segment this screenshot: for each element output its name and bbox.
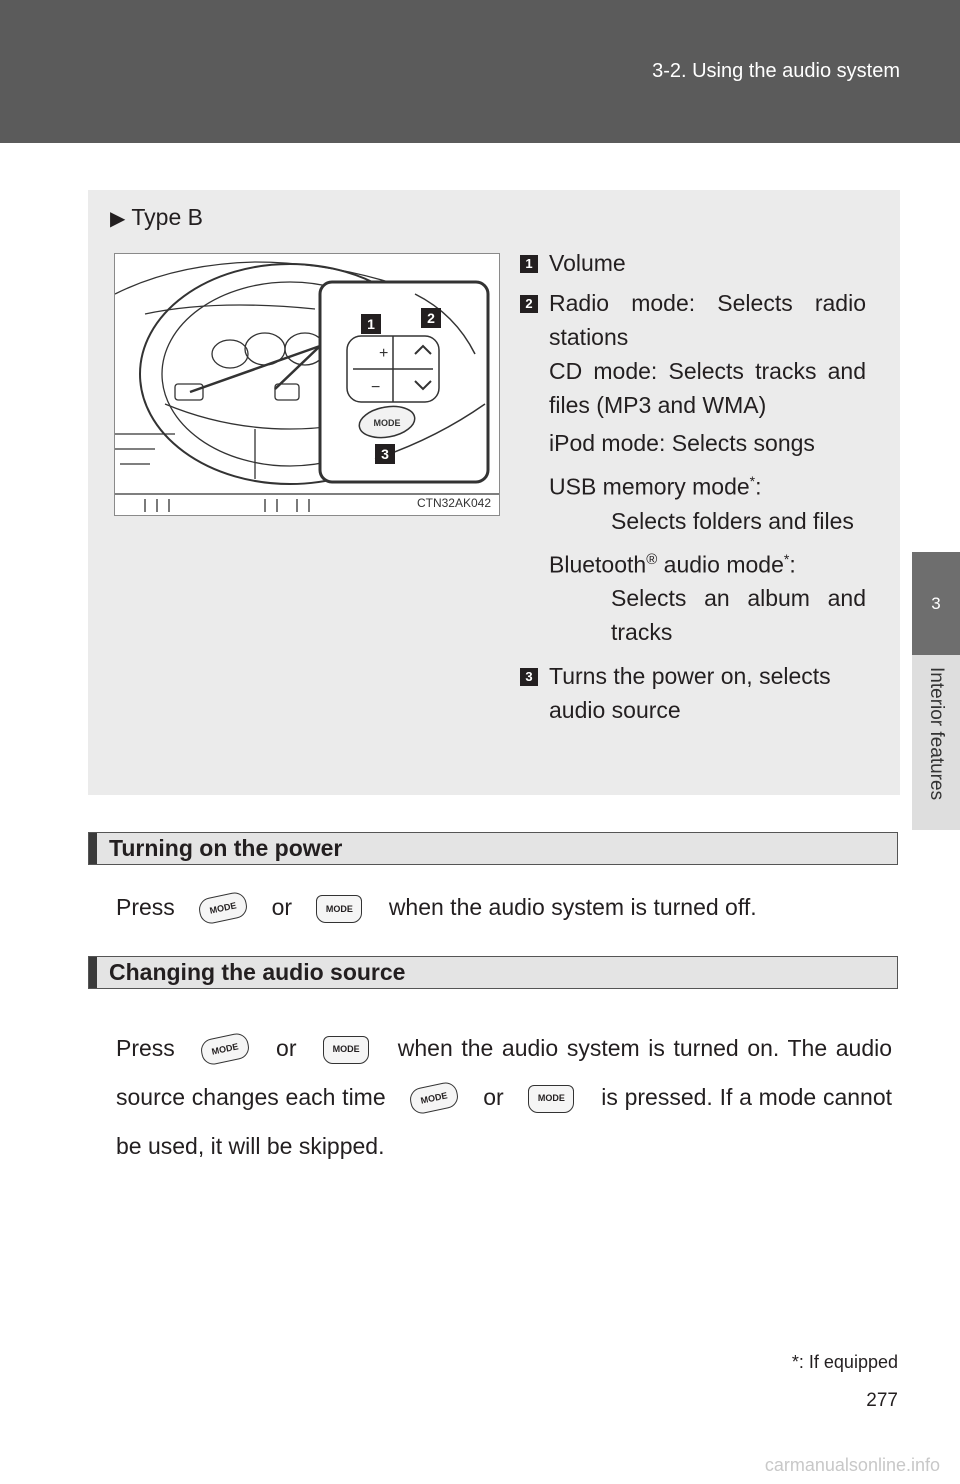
- page-header: [0, 0, 960, 143]
- figure-callout-2: 2: [427, 310, 435, 326]
- svg-text:+: +: [379, 345, 389, 362]
- mode-button-icon-square: [316, 895, 364, 923]
- legend-item-volume: [520, 246, 866, 280]
- paragraph-audio-source: [116, 1024, 892, 1171]
- power-rest-text: when the audio system is turned off.: [388, 894, 757, 920]
- svg-text:−: −: [371, 379, 381, 396]
- footnote: [792, 1352, 898, 1373]
- mode-icon-label: MODE: [208, 900, 238, 916]
- mode-button-icon-round: [199, 895, 247, 923]
- triangle-arrow-icon: ▶: [110, 208, 126, 230]
- usb-label-text: USB memory mode: [549, 473, 750, 500]
- number-badge-3: 3: [520, 668, 538, 686]
- legend-item-select: [520, 286, 866, 649]
- number-badge-2: 2: [520, 295, 538, 313]
- type-label: [110, 204, 203, 231]
- steering-wheel-drawing: [115, 254, 499, 515]
- mode-button-icon-square: [528, 1085, 576, 1113]
- legend-volume-text: Volume: [549, 250, 626, 276]
- press-text: Press: [116, 894, 175, 920]
- steering-wheel-illustration: [114, 253, 500, 516]
- bt-colon: :: [789, 551, 796, 578]
- legend-usb-label: [549, 464, 866, 504]
- mode-icon-label: MODE: [420, 1089, 449, 1106]
- audio-source-text-1: when the audio system is turned on. The audio source changes each time: [116, 1035, 893, 1110]
- chapter-tab-number[interactable]: 3: [912, 552, 960, 655]
- bt-registered-mark: ®: [646, 550, 658, 568]
- legend-usb-desc: Selects folders and files: [611, 507, 854, 534]
- figure-callout-1: 1: [367, 316, 375, 332]
- bt-footnote-mark: *: [783, 550, 790, 567]
- chapter-tab-label[interactable]: [912, 655, 960, 830]
- or-text: or: [271, 894, 293, 920]
- mode-icon-label: MODE: [211, 1040, 240, 1057]
- legend-item-power: [520, 659, 866, 727]
- audio-source-text-2: is pressed. If a mode cannot be used, it will be skipped.: [116, 1084, 893, 1159]
- page-number: 277: [866, 1390, 898, 1411]
- legend-bt-desc: Selects an album and tracks: [611, 585, 866, 646]
- number-badge-1: 1: [520, 255, 538, 273]
- chapter-label-text: Interior features: [926, 667, 947, 801]
- figure-mode-button: MODE: [373, 418, 401, 428]
- figure-code: CTN32AK042: [416, 496, 491, 510]
- mode-icon-label: MODE: [537, 1093, 565, 1104]
- usb-colon: :: [755, 473, 762, 500]
- footnote-text: : If equipped: [798, 1352, 898, 1372]
- mode-button-icon-round: [201, 1036, 249, 1064]
- usb-footnote-mark: *: [749, 473, 756, 489]
- or-text: or: [483, 1084, 504, 1110]
- legend-cd-text: CD mode: Selects tracks and files (MP3 and WMA): [549, 358, 866, 418]
- legend-ipod-text: iPod mode: Selects songs: [549, 430, 815, 456]
- mode-icon-label: MODE: [325, 903, 353, 914]
- legend-bt-label: [549, 542, 866, 582]
- watermark[interactable]: carmanualsonline.info: [764, 1455, 940, 1475]
- section-heading-power: Turning on the power: [88, 832, 898, 865]
- legend: [520, 246, 866, 733]
- or-text: or: [276, 1035, 297, 1061]
- paragraph-power: [116, 890, 892, 924]
- legend-radio-text: Radio mode: Selects radio stations: [549, 290, 866, 350]
- bt-rest-text: audio mode: [657, 551, 784, 578]
- mode-icon-label: MODE: [332, 1044, 360, 1055]
- legend-power-text: Turns the power on, selects audio source: [549, 663, 831, 724]
- bt-label-text: Bluetooth: [549, 551, 647, 578]
- mode-button-icon-square: [323, 1036, 371, 1064]
- section-heading-audio-source: Changing the audio source: [88, 956, 898, 989]
- figure-callout-3: 3: [381, 446, 389, 462]
- press-text: Press: [116, 1035, 175, 1061]
- footnote-mark: *: [791, 1352, 799, 1372]
- type-label-text: Type B: [131, 204, 203, 230]
- header-title: 3-2. Using the audio system: [652, 60, 900, 82]
- mode-button-icon-round: [410, 1085, 458, 1113]
